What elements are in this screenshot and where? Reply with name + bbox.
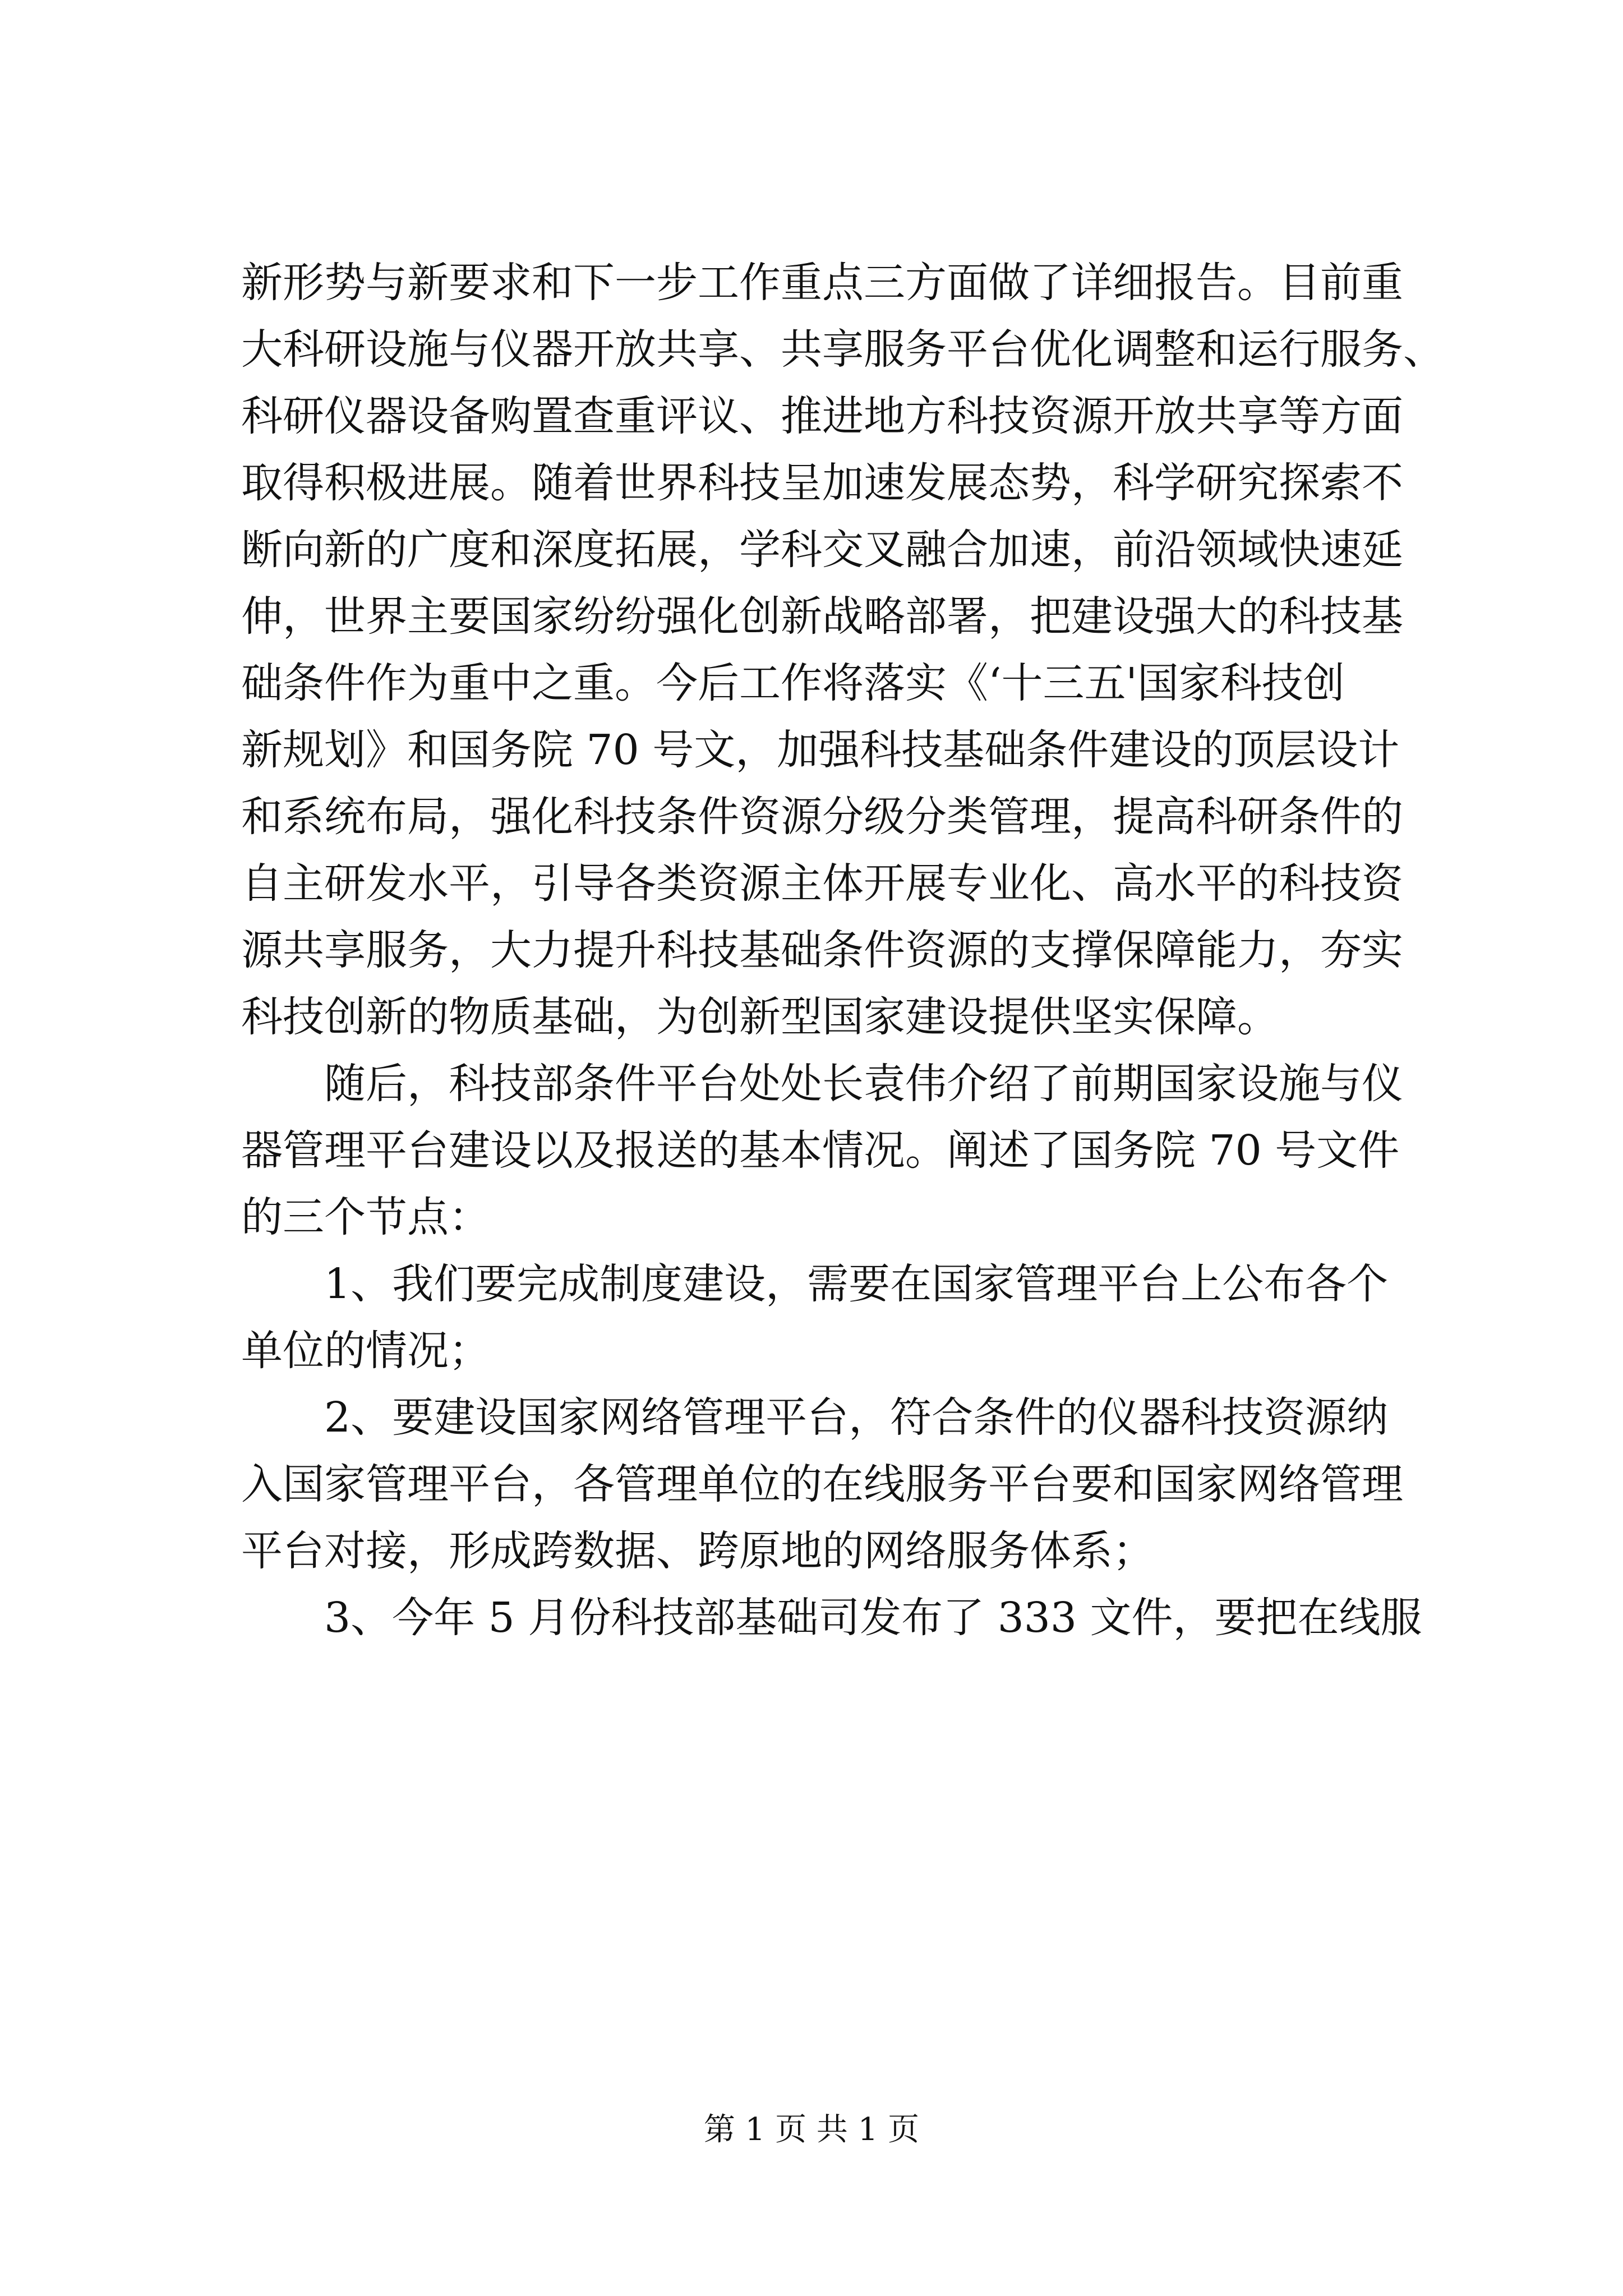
text-line: 平台对接，形成跨数据、跨原地的网络服务体系； bbox=[241, 1527, 1154, 1575]
text-line: 科技创新的物质基础，为创新型国家建设提供坚实保障。 bbox=[241, 993, 1279, 1041]
page-footer bbox=[0, 2110, 1623, 2150]
text-line: 器管理平台建设以及报送的基本情况。阐述了国务院 70 号文件 bbox=[241, 1126, 1400, 1175]
text-line: 新规划》和国务院 70 号文，加强科技基础条件建设的顶层设计 bbox=[241, 726, 1400, 774]
text-line: 大科研设施与仪器开放共享、共享服务平台优化调整和运行服务、 bbox=[241, 325, 1445, 374]
paragraph-start-line: 随后，科技部条件平台处处长袁伟介绍了前期国家设施与仪 bbox=[324, 1060, 1403, 1108]
list-item-2-line: 2、要建设国家网络管理平台，符合条件的仪器科技资源纳 bbox=[324, 1393, 1389, 1442]
text-line: 单位的情况； bbox=[241, 1327, 490, 1375]
text-line: 伸，世界主要国家纷纷强化创新战略部署，把建设强大的科技基 bbox=[241, 592, 1403, 641]
list-item-3-line: 3、今年 5 月份科技部基础司发布了 333 文件，要把在线服 bbox=[324, 1594, 1422, 1642]
text-line: 入国家管理平台，各管理单位的在线服务平台要和国家网络管理 bbox=[241, 1460, 1403, 1508]
document-body bbox=[241, 250, 1445, 1651]
page-number: 第 1 页 共 1 页 bbox=[703, 2111, 920, 2148]
text-line: 新形势与新要求和下一步工作重点三方面做了详细报告。目前重 bbox=[241, 259, 1403, 307]
text-line: 断向新的广度和深度拓展，学科交叉融合加速，前沿领域快速延 bbox=[241, 526, 1403, 574]
list-item-1-line: 1、我们要完成制度建设，需要在国家管理平台上公布各个 bbox=[324, 1260, 1389, 1308]
text-line: 础条件作为重中之重。今后工作将落实《‘十三五'国家科技创 bbox=[241, 659, 1345, 707]
text-line: 取得积极进展。随着世界科技呈加速发展态势，科学研究探索不 bbox=[241, 459, 1403, 507]
text-line: 的三个节点： bbox=[241, 1193, 490, 1241]
text-line: 源共享服务，大力提升科技基础条件资源的支撑保障能力，夯实 bbox=[241, 926, 1403, 974]
text-line: 科研仪器设备购置查重评议、推进地方科技资源开放共享等方面 bbox=[241, 392, 1403, 440]
text-line: 自主研发水平，引导各类资源主体开展专业化、高水平的科技资 bbox=[241, 859, 1403, 908]
text-line: 和系统布局，强化科技条件资源分级分类管理，提高科研条件的 bbox=[241, 793, 1403, 841]
